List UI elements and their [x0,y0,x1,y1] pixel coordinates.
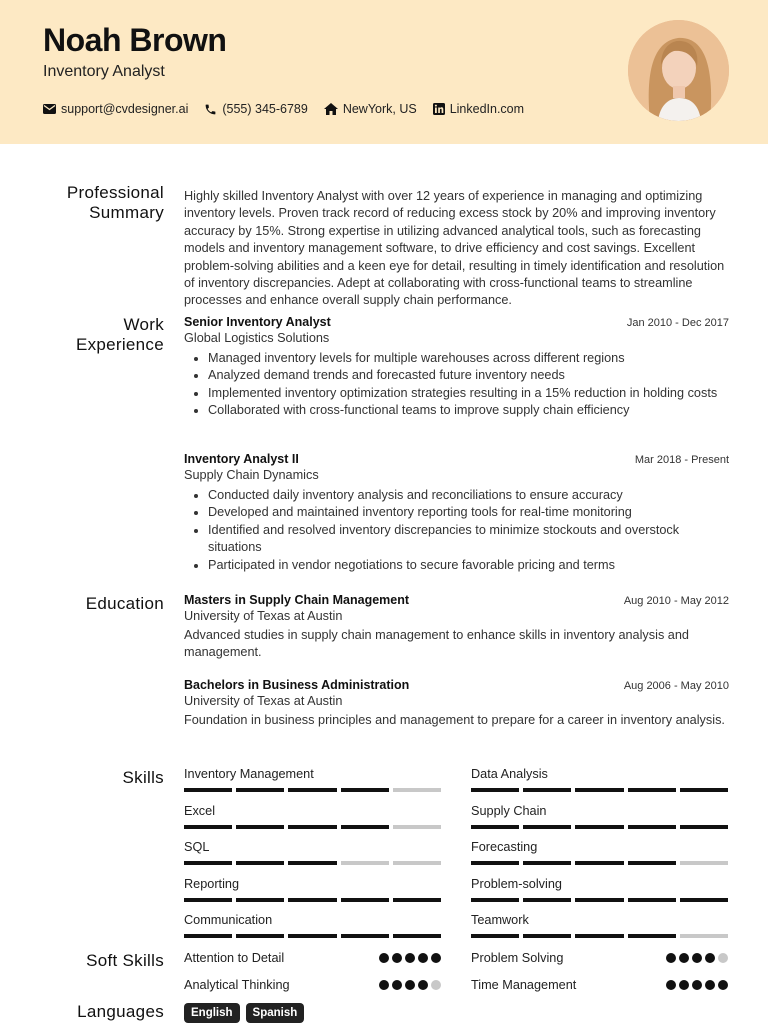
job-title: Inventory Analyst II [184,452,299,466]
contact-phone[interactable] [204,102,307,116]
rating-dot [392,953,402,963]
contact-linkedin[interactable] [433,102,524,116]
contact-linkedin-text: LinkedIn.com [449,102,525,116]
skill-level-segment [575,788,623,792]
rating-dot [405,980,415,990]
job-date: Mar 2018 - Present [634,454,729,466]
skill-level-segment [236,788,284,792]
contact-email[interactable] [43,102,188,116]
skill-level-segment [680,861,728,865]
summary-title-line-2: Summary [89,203,164,222]
skill-level-bar [184,861,441,865]
rating-dot [379,980,389,990]
skill-name: Reporting [184,877,240,891]
work-title-line-1: Work [123,315,164,334]
skill-name: Supply Chain [471,804,547,818]
job-bullets [184,487,729,574]
skill-level-segment [575,825,623,829]
section-title-summary [40,183,164,223]
skill-level-bar [471,825,728,829]
work-title-line-2: Experience [75,335,164,354]
resume-header [0,0,768,144]
skill-item [184,877,441,902]
skill-name: Data Analysis [471,767,548,781]
skill-level-segment [288,788,336,792]
skill-level-bar [184,898,441,902]
skill-level-segment [236,825,284,829]
rating-dot [666,953,676,963]
soft-skill-name: Analytical Thinking [184,978,290,992]
skill-item [184,840,441,865]
soft-skill-rating [666,980,728,990]
skill-level-bar [471,898,728,902]
skill-level-segment [288,861,336,865]
envelope-icon [43,104,56,114]
rating-dot [679,980,689,990]
rating-dot [705,980,715,990]
skill-item [184,767,441,792]
skill-level-segment [341,825,389,829]
skill-level-segment [471,861,519,865]
skill-item [471,767,728,792]
education-entry [184,678,729,729]
soft-skill-rating [379,980,441,990]
skill-level-segment [184,861,232,865]
skill-level-segment [393,898,441,902]
skill-level-segment [236,898,284,902]
school-name: University of Texas at Austin [184,694,343,708]
contact-bar [43,102,540,116]
skill-level-segment [628,934,676,938]
skill-level-bar [184,934,441,938]
soft-skill-item [184,951,441,965]
job-company: Global Logistics Solutions [184,331,330,345]
rating-dot [666,980,676,990]
section-title-skills: Skills [122,768,164,787]
rating-dot [431,953,441,963]
linkedin-icon [433,103,445,115]
section-title-work [40,315,164,355]
skill-level-segment [628,861,676,865]
education-entry [184,593,729,662]
candidate-name: Noah Brown [43,22,227,58]
soft-skill-item [471,978,728,992]
section-title-languages: Languages [77,1002,164,1021]
phone-icon [204,103,217,116]
skill-level-segment [575,898,623,902]
language-tag: English [184,1003,240,1023]
school-name: University of Texas at Austin [184,609,343,623]
degree-description: Advanced studies in supply chain management to enhance skills in inventory analysis and management. [184,628,689,660]
skill-level-segment [680,788,728,792]
skill-level-segment [288,934,336,938]
skill-level-segment [184,934,232,938]
degree-title: Bachelors in Business Administration [184,678,410,692]
skill-level-segment [628,825,676,829]
skill-name: Teamwork [471,913,529,927]
work-entry [184,315,729,420]
contact-email-text: support@cvdesigner.ai [61,102,189,116]
skill-level-segment [523,861,571,865]
skill-level-segment [184,825,232,829]
job-bullet: • Conducted daily inventory analysis and reconciliations to ensure accuracy [208,487,729,504]
skill-level-segment [393,934,441,938]
rating-dot [718,980,728,990]
skill-level-segment [184,898,232,902]
soft-skill-name: Attention to Detail [184,951,285,965]
skill-name: Communication [184,913,273,927]
profile-photo [628,20,729,121]
rating-dot [418,953,428,963]
soft-skill-rating [379,953,441,963]
soft-skill-name: Time Management [471,978,577,992]
skill-level-segment [523,898,571,902]
skill-level-bar [471,934,728,938]
skill-level-segment [236,861,284,865]
skill-name: Forecasting [471,840,538,854]
section-title-education: Education [85,594,164,613]
rating-dot [418,980,428,990]
degree-date: Aug 2010 - May 2012 [623,595,729,607]
skill-level-segment [575,861,623,865]
skill-level-segment [523,934,571,938]
work-entry [184,452,729,574]
skill-name: Inventory Management [184,767,314,781]
skill-level-segment [523,788,571,792]
skill-level-segment [288,825,336,829]
skill-level-segment [680,825,728,829]
skill-level-segment [341,934,389,938]
skill-item [471,804,728,829]
soft-skill-name: Problem Solving [471,951,564,965]
contact-location[interactable] [324,102,417,116]
job-bullets [184,350,729,420]
skill-level-bar [184,788,441,792]
rating-dot [692,980,702,990]
skill-item [471,840,728,865]
rating-dot [431,980,441,990]
job-bullet: • Identified and resolved inventory discrepancies to minimize stockouts and overstock situations [208,522,729,557]
skill-level-segment [471,788,519,792]
rating-dot [718,953,728,963]
language-tag: Spanish [246,1003,305,1023]
rating-dot [379,953,389,963]
skill-item [471,877,728,902]
skill-level-segment [471,934,519,938]
job-bullet: • Analyzed demand trends and forecasted future inventory needs [208,367,729,384]
rating-dot [692,953,702,963]
degree-description: Foundation in business principles and management to prepare for a career in inventory analysis. [184,713,725,727]
contact-phone-text: (555) 345-6789 [222,102,308,116]
skill-level-segment [341,898,389,902]
summary-text: Highly skilled Inventory Analyst with over 12 years of experience in managing and optimizing inventory levels. Proven track record of reducing excess stock by 20% and improving inventory accuracy by 15%. Strong expertise in utilizing advanced analytical tools, such as forecasting models and inventory management software, to drive efficiency and cost savings. Excellent problem-solving abilities and a keen eye for detail, resulting in timely identification and resolution of inventory discrepancies. Adept at collaborating with cross-functional teams to streamline processes and enhance overall supply chain performance. [184,189,725,308]
degree-title: Masters in Supply Chain Management [184,593,410,607]
soft-skill-item [184,978,441,992]
skill-level-segment [393,788,441,792]
skill-level-segment [680,898,728,902]
skill-level-segment [236,934,284,938]
language-tags [184,1003,304,1023]
home-icon [324,103,338,115]
job-date: Jan 2010 - Dec 2017 [626,317,729,329]
job-title: Senior Inventory Analyst [184,315,331,329]
skill-level-segment [680,934,728,938]
skill-item [184,913,441,938]
skill-level-segment [393,825,441,829]
rating-dot [392,980,402,990]
skill-level-bar [184,825,441,829]
rating-dot [405,953,415,963]
skill-item [471,913,728,938]
skill-name: SQL [184,840,210,854]
skill-level-segment [341,861,389,865]
skill-item [184,804,441,829]
skill-level-segment [471,898,519,902]
skill-level-segment [288,898,336,902]
skill-level-segment [523,825,571,829]
skill-level-segment [184,788,232,792]
candidate-role: Inventory Analyst [43,63,165,80]
job-bullet: • Implemented inventory optimization strategies resulting in a 15% reduction in holding costs [208,385,729,402]
skill-level-segment [628,898,676,902]
skill-level-segment [628,788,676,792]
job-company: Supply Chain Dynamics [184,468,319,482]
job-bullet: • Participated in vendor negotiations to secure favorable pricing and terms [208,557,729,574]
skill-level-segment [471,825,519,829]
skill-name: Problem-solving [471,877,562,891]
job-bullet: • Collaborated with cross-functional teams to improve supply chain efficiency [208,402,729,419]
skill-level-bar [471,861,728,865]
skill-level-segment [393,861,441,865]
contact-location-text: NewYork, US [342,102,417,116]
section-title-soft-skills: Soft Skills [86,951,164,970]
rating-dot [705,953,715,963]
summary-title-line-1: Professional [66,183,164,202]
skill-level-bar [471,788,728,792]
skill-level-segment [575,934,623,938]
job-bullet: • Developed and maintained inventory reporting tools for real-time monitoring [208,504,729,521]
soft-skill-rating [666,953,728,963]
degree-date: Aug 2006 - May 2010 [623,680,729,692]
skill-level-segment [341,788,389,792]
skill-name: Excel [184,804,216,818]
rating-dot [679,953,689,963]
job-bullet: • Managed inventory levels for multiple warehouses across different regions [208,350,729,367]
soft-skill-item [471,951,728,965]
